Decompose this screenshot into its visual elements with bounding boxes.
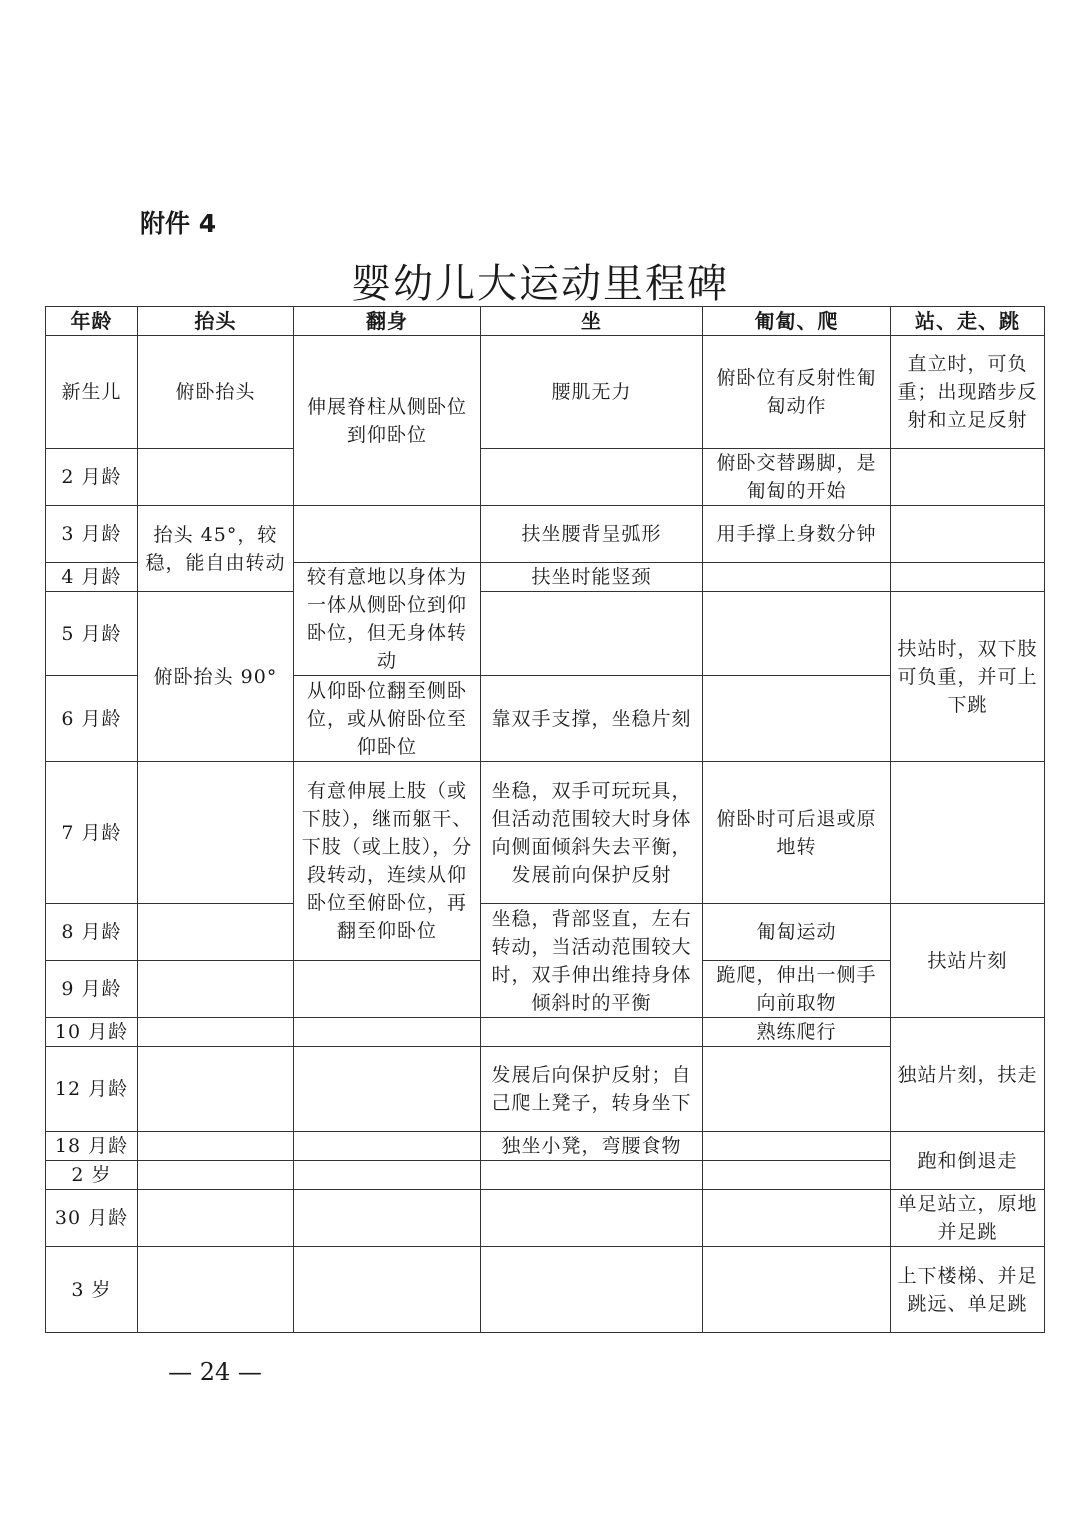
stand-cell	[891, 762, 1045, 904]
crawl-cell	[703, 1190, 891, 1247]
stand-cell: 扶站时，双下肢可负重，并可上下跳	[891, 592, 1045, 762]
sit-cell: 扶坐时能竖颈	[481, 563, 703, 592]
crawl-cell: 跪爬，伸出一侧手向前取物	[703, 961, 891, 1018]
crawl-cell: 用手撑上身数分钟	[703, 506, 891, 563]
sit-cell	[481, 1190, 703, 1247]
header-sit: 坐	[481, 307, 703, 336]
stand-cell: 扶站片刻	[891, 904, 1045, 1018]
head-cell: 俯卧抬头	[138, 336, 294, 449]
crawl-cell	[703, 592, 891, 676]
head-cell	[138, 1132, 294, 1161]
crawl-cell	[703, 676, 891, 762]
head-cell	[138, 449, 294, 506]
roll-cell	[294, 1018, 481, 1047]
age-cell: 6 月龄	[46, 676, 138, 762]
stand-cell	[891, 449, 1045, 506]
header-stand-walk-jump: 站、走、跳	[891, 307, 1045, 336]
stand-cell: 独站片刻，扶走	[891, 1018, 1045, 1132]
age-cell: 5 月龄	[46, 592, 138, 676]
stand-cell: 单足站立，原地并足跳	[891, 1190, 1045, 1247]
roll-cell	[294, 961, 481, 1018]
roll-cell	[294, 506, 481, 563]
stand-cell: 上下楼梯、并足跳远、单足跳	[891, 1247, 1045, 1333]
head-cell	[138, 1047, 294, 1132]
milestone-table	[45, 306, 1045, 1333]
roll-cell: 有意伸展上肢（或下肢），继而躯干、下肢（或上肢），分段转动，连续从仰卧位至俯卧位，再翻至仰卧位	[294, 762, 481, 961]
table-row	[46, 1018, 1045, 1047]
age-cell: 2 岁	[46, 1161, 138, 1190]
page-number: — 24 —	[168, 1358, 262, 1386]
head-cell	[138, 1247, 294, 1333]
sit-cell	[481, 1161, 703, 1190]
header-roll: 翻身	[294, 307, 481, 336]
table-header-row	[46, 307, 1045, 336]
crawl-cell	[703, 1132, 891, 1161]
age-cell: 10 月龄	[46, 1018, 138, 1047]
roll-cell: 从仰卧位翻至侧卧位，或从俯卧位至仰卧位	[294, 676, 481, 762]
age-cell: 18 月龄	[46, 1132, 138, 1161]
roll-cell	[294, 1190, 481, 1247]
crawl-cell: 俯卧时可后退或原地转	[703, 762, 891, 904]
sit-cell	[481, 449, 703, 506]
table-row	[46, 506, 1045, 563]
sit-cell: 独坐小凳，弯腰食物	[481, 1132, 703, 1161]
age-cell: 4 月龄	[46, 563, 138, 592]
table-row	[46, 1132, 1045, 1161]
roll-cell: 伸展脊柱从侧卧位到仰卧位	[294, 336, 481, 506]
sit-cell: 坐稳，双手可玩玩具，但活动范围较大时身体向侧面倾斜失去平衡，发展前向保护反射	[481, 762, 703, 904]
sit-cell: 扶坐腰背呈弧形	[481, 506, 703, 563]
sit-cell: 坐稳，背部竖直，左右转动，当活动范围较大时，双手伸出维持身体倾斜时的平衡	[481, 904, 703, 1018]
sit-cell	[481, 1018, 703, 1047]
age-cell: 7 月龄	[46, 762, 138, 904]
age-cell: 9 月龄	[46, 961, 138, 1018]
head-cell	[138, 1190, 294, 1247]
roll-cell	[294, 1247, 481, 1333]
roll-cell	[294, 1047, 481, 1132]
stand-cell	[891, 563, 1045, 592]
age-cell: 新生儿	[46, 336, 138, 449]
roll-cell: 较有意地以身体为一体从侧卧位到仰卧位，但无身体转动	[294, 563, 481, 676]
table-row	[46, 1247, 1045, 1333]
sit-cell	[481, 1247, 703, 1333]
sit-cell: 腰肌无力	[481, 336, 703, 449]
roll-cell	[294, 1161, 481, 1190]
stand-cell: 直立时，可负重；出现踏步反射和立足反射	[891, 336, 1045, 449]
table-row	[46, 336, 1045, 449]
table-row	[46, 904, 1045, 961]
stand-cell: 跑和倒退走	[891, 1132, 1045, 1190]
table-row	[46, 592, 1045, 676]
head-cell: 抬头 45°，较稳，能自由转动	[138, 506, 294, 592]
age-cell: 3 月龄	[46, 506, 138, 563]
roll-cell	[294, 1132, 481, 1161]
crawl-cell	[703, 1047, 891, 1132]
head-cell: 俯卧抬头 90°	[138, 592, 294, 762]
crawl-cell: 俯卧交替踢脚，是匍匐的开始	[703, 449, 891, 506]
age-cell: 8 月龄	[46, 904, 138, 961]
crawl-cell: 熟练爬行	[703, 1018, 891, 1047]
head-cell	[138, 1161, 294, 1190]
document-title: 婴幼儿大运动里程碑	[351, 261, 729, 307]
age-cell: 12 月龄	[46, 1047, 138, 1132]
sit-cell	[481, 592, 703, 676]
header-head-lift: 抬头	[138, 307, 294, 336]
table-row	[46, 1190, 1045, 1247]
head-cell	[138, 1018, 294, 1047]
table-row	[46, 449, 1045, 506]
crawl-cell: 俯卧位有反射性匍匐动作	[703, 336, 891, 449]
crawl-cell	[703, 563, 891, 592]
stand-cell	[891, 506, 1045, 563]
age-cell: 30 月龄	[46, 1190, 138, 1247]
crawl-cell	[703, 1247, 891, 1333]
attachment-label: 附件 4	[140, 209, 217, 238]
header-crawl: 匍匐、爬	[703, 307, 891, 336]
age-cell: 3 岁	[46, 1247, 138, 1333]
crawl-cell	[703, 1161, 891, 1190]
table-row	[46, 762, 1045, 904]
header-age: 年龄	[46, 307, 138, 336]
sit-cell: 发展后向保护反射；自己爬上凳子，转身坐下	[481, 1047, 703, 1132]
head-cell	[138, 762, 294, 904]
head-cell	[138, 904, 294, 961]
crawl-cell: 匍匐运动	[703, 904, 891, 961]
sit-cell: 靠双手支撑，坐稳片刻	[481, 676, 703, 762]
age-cell: 2 月龄	[46, 449, 138, 506]
head-cell	[138, 961, 294, 1018]
